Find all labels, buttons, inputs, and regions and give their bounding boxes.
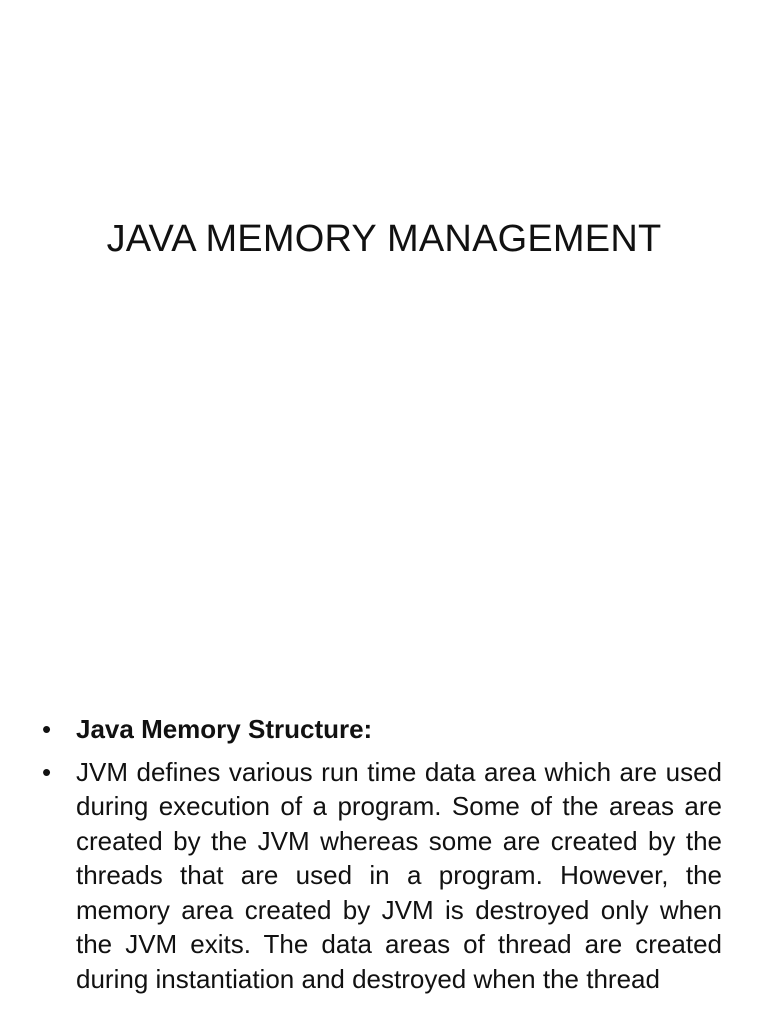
bullet-item-heading [42, 712, 722, 747]
bullet-marker: • [42, 756, 52, 787]
bullet-body-text: JVM defines various run time data area which are used during execution of a program. Some of the areas are created by the JVM whereas some are created by the threads that are used in a program. However, the memory area created by JVM is destroyed only when the JVM exits. The data areas of thread are created during instantiation and destroyed when the thread [76, 756, 722, 994]
bullet-list [42, 712, 722, 1004]
bullet-marker: • [42, 714, 52, 744]
content-slide [0, 560, 768, 1024]
bullet-item-body [42, 755, 722, 997]
slide-title: JAVA MEMORY MANAGEMENT [106, 218, 662, 260]
bullet-heading-text: Java Memory Structure: [76, 714, 373, 744]
